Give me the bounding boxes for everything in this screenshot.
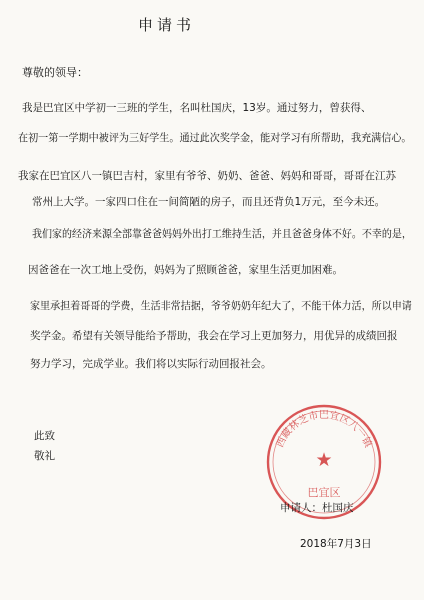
salutation: 尊敬的领导： xyxy=(22,66,88,79)
document-title: 申请书 xyxy=(138,16,196,34)
closing-line-2: 敬礼 xyxy=(34,450,55,462)
body-line-8: 奖学金。希望有关领导能给予帮助，我会在学习上更加努力，用优异的成绩回报 xyxy=(30,330,398,342)
body-line-5: 我们家的经济来源全部靠爸爸妈妈外出打工维持生活，并且爸爸身体不好。不幸的是， xyxy=(32,228,412,240)
date: 2018年7月3日 xyxy=(300,538,372,550)
body-line-6: 因爸爸在一次工地上受伤，妈妈为了照顾爸爸，家里生活更加困难。 xyxy=(28,264,343,276)
body-line-2: 在初一第一学期中被评为三好学生。通过此次奖学金，能对学习有所帮助，我充满信心。 xyxy=(18,132,412,144)
seal-star-icon: ★ xyxy=(315,449,333,471)
signature: 申请人：杜国庆 xyxy=(280,502,354,514)
body-line-3: 我家在巴宜区八一镇巴吉村，家里有爷爷、奶奶、爸爸、妈妈和哥哥，哥哥在江苏 xyxy=(18,170,396,182)
body-line-1: 我是巴宜区中学初一三班的学生，名叫杜国庆，13岁。通过努力，曾获得、 xyxy=(22,102,372,114)
body-line-4: 常州上大学。一家四口住在一间简陋的房子，而且还背负1万元，至今未还。 xyxy=(32,196,386,208)
body-line-9: 努力学习，完成学业。我们将以实际行动回报社会。 xyxy=(30,358,272,370)
body-line-7: 家里承担着哥哥的学费，生活非常拮据，爷爷奶奶年纪大了，不能干体力活，所以申请 xyxy=(30,300,412,312)
seal-ring-text: 西藏林芝市巴宜区八一镇 xyxy=(274,410,374,450)
closing-line-1: 此致 xyxy=(34,430,55,442)
seal-center-text: 巴宜区 xyxy=(307,486,341,499)
